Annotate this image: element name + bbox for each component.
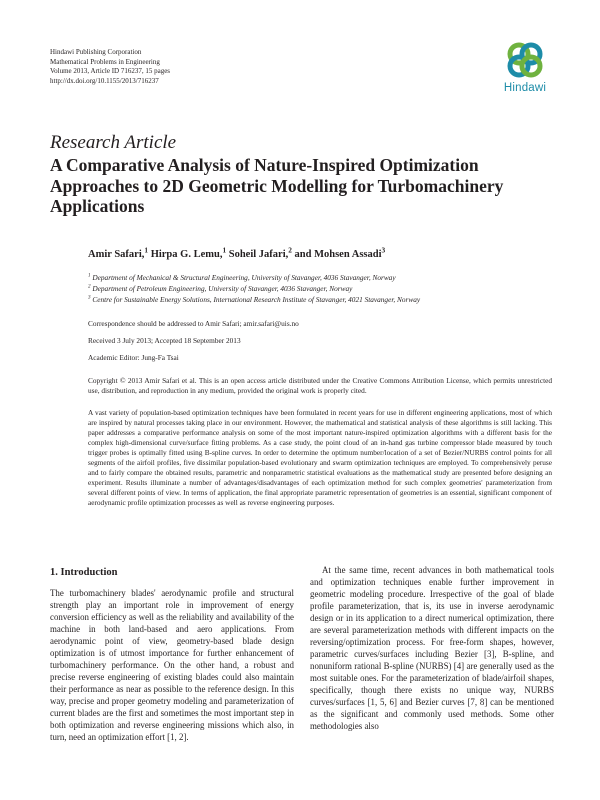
right-column: [310, 564, 554, 732]
affil-marker: 3: [381, 245, 386, 255]
journal-name: Mathematical Problems in Engineering: [50, 57, 160, 66]
affil-marker: 1: [222, 245, 227, 255]
author-name: and Mohsen Assadi: [291, 249, 382, 260]
volume-info: Volume 2013, Article ID 716237, 15 pages: [50, 67, 171, 75]
article-type: Research Article: [50, 132, 177, 153]
journal-header: [50, 48, 170, 86]
body-paragraph: The turbomachinery blades' aerodynamic profile and structural strength play an important role in improvement of energy conversion efficiency as well as the reliability and availability of the machine in both land-based and aero applications. From aerodynamic point of view, geometry-based blade design optimization is of utmost importance for further enhancement of turbomachinery performance. On the other hand, a robust and precise reverse engineering of existing blades could also maintain their performance as near as possible to the reference design. In this way, precise and proper geometry modeling and parameterization of current blades are the first and sometimes the most important step in both optimization and reverse engineering missions which also, in turn, need an optimization effort [1, 2].: [50, 588, 294, 742]
author-name: Amir Safari,: [88, 249, 145, 260]
abstract: A vast variety of population-based optimization techniques have been formulated in recent years for use in different engineering applications, most of which are inspired by natural processes taking place in our environment. However, the mathematical and statistical analysis of these algorithms is still lacking. This paper addresses a comparative performance analysis on some of the most important nature-inspired optimization algorithms with a different basis for the complex high-dimensional curve/surface fitting problems. As a case study, the point cloud of an in-hand gas turbine compressor blade measured by touch trigger probes is optimally fitted using B-spline curves. In order to determine the optimum number/location of a set of Bezier/NURBS control points for all segments of the airfoil profiles, five dissimilar population-based evolutionary and swarm optimization techniques are employed. To comprehensively peruse and to fairly compare the obtained results, parametric and nonparametric statistical evaluations as the mathematical study are presented before designing an experiment. Results illuminate a number of advantages/disadvantages of each optimization method for such complex geometries' parameterization from several different points of view. In terms of application, the final appropriate parametric representation of geometries is an essential, significant component of aerodynamic profile optimization processes as well as reverse engineering purposes.: [88, 408, 552, 507]
section-heading: 1. Introduction: [50, 567, 118, 578]
affiliation-item: $^1$ Department of Mechanical & Structural Engineering, University of Stavanger, 4036 Stavanger, Norway: [88, 272, 396, 282]
affiliation-item: $^2$ Department of Petroleum Engineering, University of Stavanger, 4036 Stavanger, Norway: [88, 283, 353, 294]
logo-text: Hindawi: [503, 82, 547, 94]
left-column: [50, 566, 294, 743]
academic-editor: Academic Editor: Jung-Fa Tsai: [88, 353, 179, 362]
body-paragraph: At the same time, recent advances in both mathematical tools and optimization techniques enable further improvement in geometric modeling procedure. Irrespective of the goal of blade profile parameterization, that is, its use in inverse aerodynamic design or in its application to a direct numerical optimization, there are several parameterization methods with different impacts on the reversing/optimization process. For free-form shapes, however, parametric curves/surfaces including Bezier [3], B-spline, and nonuniform rational B-spline (NURBS) [4] are generally used as the most suitable ones. For the parameterization of blade/airfoil shapes, specifically, though there exists no unique way, NURBS curves/surfaces [1, 5, 6] and Bezier curves [7, 8] can be mentioned as the significant and commonly used methods. Some other methodologies also: [310, 565, 554, 731]
affiliation-item: $^3$ Centre for Sustainable Energy Solutions, International Research Institute of Stavanger, 4021 Stavanger, Norway: [88, 294, 421, 305]
copyright-notice: Copyright © 2013 Amir Safari et al. This is an open access article distributed under the Creative Commons Attribution License, which permits unrestricted use, distribution, and reproduction in any medium, provided the original work is properly cited.: [88, 376, 552, 395]
author-name: Soheil Jafari,: [226, 249, 289, 260]
affiliations: [88, 272, 420, 306]
publisher-name: Hindawi Publishing Corporation: [50, 48, 142, 56]
author-list: [88, 245, 386, 260]
affil-marker: 1: [144, 245, 149, 255]
affil-marker: 2: [288, 245, 292, 255]
received-dates: Received 3 July 2013; Accepted 18 September 2013: [88, 336, 241, 345]
correspondence: Correspondence should be addressed to Amir Safari; amir.safari@uis.no: [88, 319, 299, 328]
doi-link[interactable]: http://dx.doi.org/10.1155/2013/716237: [50, 76, 159, 85]
author-name: Hirpa G. Lemu,: [148, 249, 223, 260]
hindawi-logo: [496, 40, 554, 104]
paper-title: A Comparative Analysis of Nature-Inspired Optimization Approaches to 2D Geometric Modelling for Turbomachinery Applications: [50, 155, 504, 216]
hindawi-logo-icon: [505, 40, 545, 80]
